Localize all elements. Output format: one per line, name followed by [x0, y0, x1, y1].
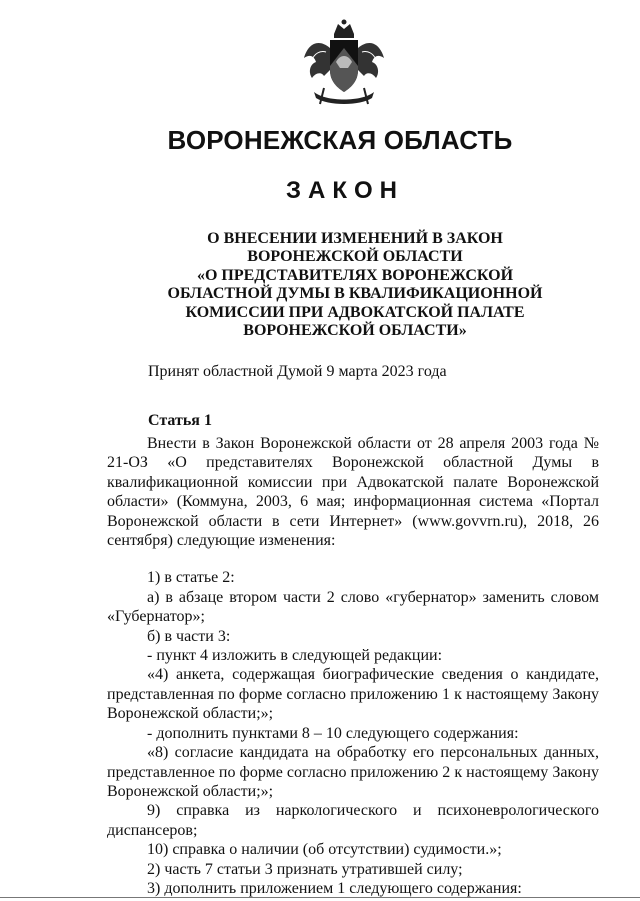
- article-paragraph: 10) справка о наличии (об отсутствии) судимости.»;: [147, 841, 502, 859]
- law-title-line: О ВНЕСЕНИИ ИЗМЕНЕНИЙ В ЗАКОН: [207, 230, 503, 247]
- adoption-note: Принят областной Думой 9 марта 2023 года: [148, 363, 447, 380]
- article-paragraph: 1) в статье 2:: [147, 569, 235, 587]
- document-type: ЗАКОН: [285, 177, 404, 204]
- law-title-line: «О ПРЕДСТАВИТЕЛЯХ ВОРОНЕЖСКОЙ: [196, 266, 514, 284]
- region-name: ВОРОНЕЖСКАЯ ОБЛАСТЬ: [167, 125, 513, 155]
- law-title-line: ВОРОНЕЖСКОЙ ОБЛАСТИ»: [243, 322, 467, 340]
- law-title-line: КОМИССИИ ПРИ АДВОКАТСКОЙ ПАЛАТЕ: [185, 303, 525, 321]
- article-paragraph: 3) дополнить приложением 1 следующего содержания:: [147, 879, 522, 897]
- article-heading: Статья 1: [148, 412, 212, 429]
- article-paragraph: - пункт 4 изложить в следующей редакции:: [147, 647, 443, 665]
- law-title-line: ОБЛАСТНОЙ ДУМЫ В КВАЛИФИКАЦИОННОЙ: [167, 285, 543, 303]
- page-bottom-divider: [0, 897, 640, 898]
- article-paragraph: Внести в Закон Воронежской области от 28 апреля 2003 года № 21-ОЗ «О представителях Воронежской областной Думы в квалификационной комиссии при Адвокатской палате Воронежской области» (Коммуна, 2003, 6 мая; информационная система «Портал Воронежской области в сети Интернет» (www.govvrn.ru), 2018, 26 сентября) следующие изменения:: [107, 435, 599, 550]
- article-paragraph: - дополнить пунктами 8 – 10 следующего содержания:: [147, 724, 519, 742]
- article-paragraph: 9) справка из наркологического и психоневрологического диспансеров;: [107, 802, 599, 839]
- article-body: [107, 434, 599, 898]
- voronezh-coat-of-arms-icon: [300, 18, 388, 110]
- article-paragraph: а) в абзаце втором части 2 слово «губернатор» заменить словом «Губернатор»;: [107, 588, 599, 626]
- law-title-line: ВОРОНЕЖСКОЙ ОБЛАСТИ: [247, 248, 463, 266]
- article-paragraph: 2) часть 7 статьи 3 признать утратившей силу;: [147, 860, 463, 878]
- article-paragraph: б) в части 3:: [147, 627, 231, 645]
- article-paragraph: «8) согласие кандидата на обработку его персональных данных, представленное по форме согласно приложению 2 к настоящему Закону Воронежской области;»;: [107, 744, 599, 800]
- article-paragraph: «4) анкета, содержащая биографические сведения о кандидате, представленная по форме согласно приложению 1 к настоящему Закону Воронежской области;»;: [107, 666, 599, 723]
- law-title: [150, 230, 560, 340]
